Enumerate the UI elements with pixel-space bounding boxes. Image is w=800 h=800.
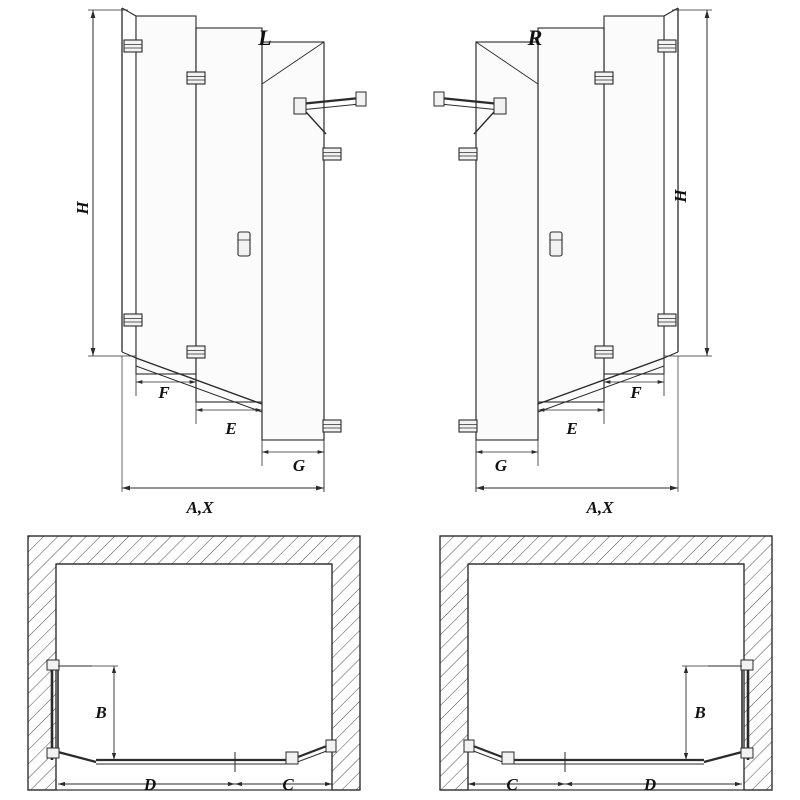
dimension-B-left: [58, 666, 118, 760]
dim-label-D-left: D: [143, 775, 157, 794]
hinge-icon: [658, 314, 676, 326]
right-view-title: R: [527, 25, 543, 50]
panel-label-F-right: F: [630, 383, 642, 402]
hinge-icon: [595, 346, 613, 358]
dim-label-B-right: B: [694, 703, 706, 722]
hinge-icon: [124, 40, 142, 52]
panel-label-E-right: E: [566, 419, 578, 438]
hinge-icon: [459, 420, 477, 432]
hinge-icon: [187, 72, 205, 84]
hinge-icon: [323, 148, 341, 160]
dim-label-C-right: C: [506, 775, 518, 794]
panel-label-G-right: G: [494, 456, 508, 475]
dim-label-C-left: C: [282, 775, 294, 794]
dimension-height-left: [88, 10, 136, 356]
hinge-icon: [187, 346, 205, 358]
dimension-B-right: [682, 666, 742, 760]
plan-left: [28, 536, 360, 790]
return-panel-plan-left: [286, 740, 336, 764]
hinge-icon: [595, 72, 613, 84]
dim-label-AX-left: A,X: [186, 498, 214, 517]
dim-label-AX-right: A,X: [586, 498, 614, 517]
panel-label-G-left: G: [292, 456, 306, 475]
door-knob-icon: [550, 232, 562, 256]
hinge-icon: [124, 314, 142, 326]
hinge-icon: [459, 148, 477, 160]
dim-label-H-left: H: [73, 201, 92, 215]
door-knob-icon: [238, 232, 250, 256]
dimension-height-right: [664, 10, 712, 356]
panel-label-E-left: E: [225, 419, 237, 438]
dim-label-B-left: B: [95, 703, 107, 722]
plan-right: [440, 536, 772, 790]
dim-label-H-right: H: [671, 189, 690, 203]
hinge-icon: [323, 420, 341, 432]
hinge-icon: [658, 40, 676, 52]
return-panel-plan-right: [464, 740, 514, 764]
left-view-title: L: [258, 25, 272, 50]
panel-label-F-left: F: [158, 383, 170, 402]
dim-label-D-right: D: [643, 775, 657, 794]
